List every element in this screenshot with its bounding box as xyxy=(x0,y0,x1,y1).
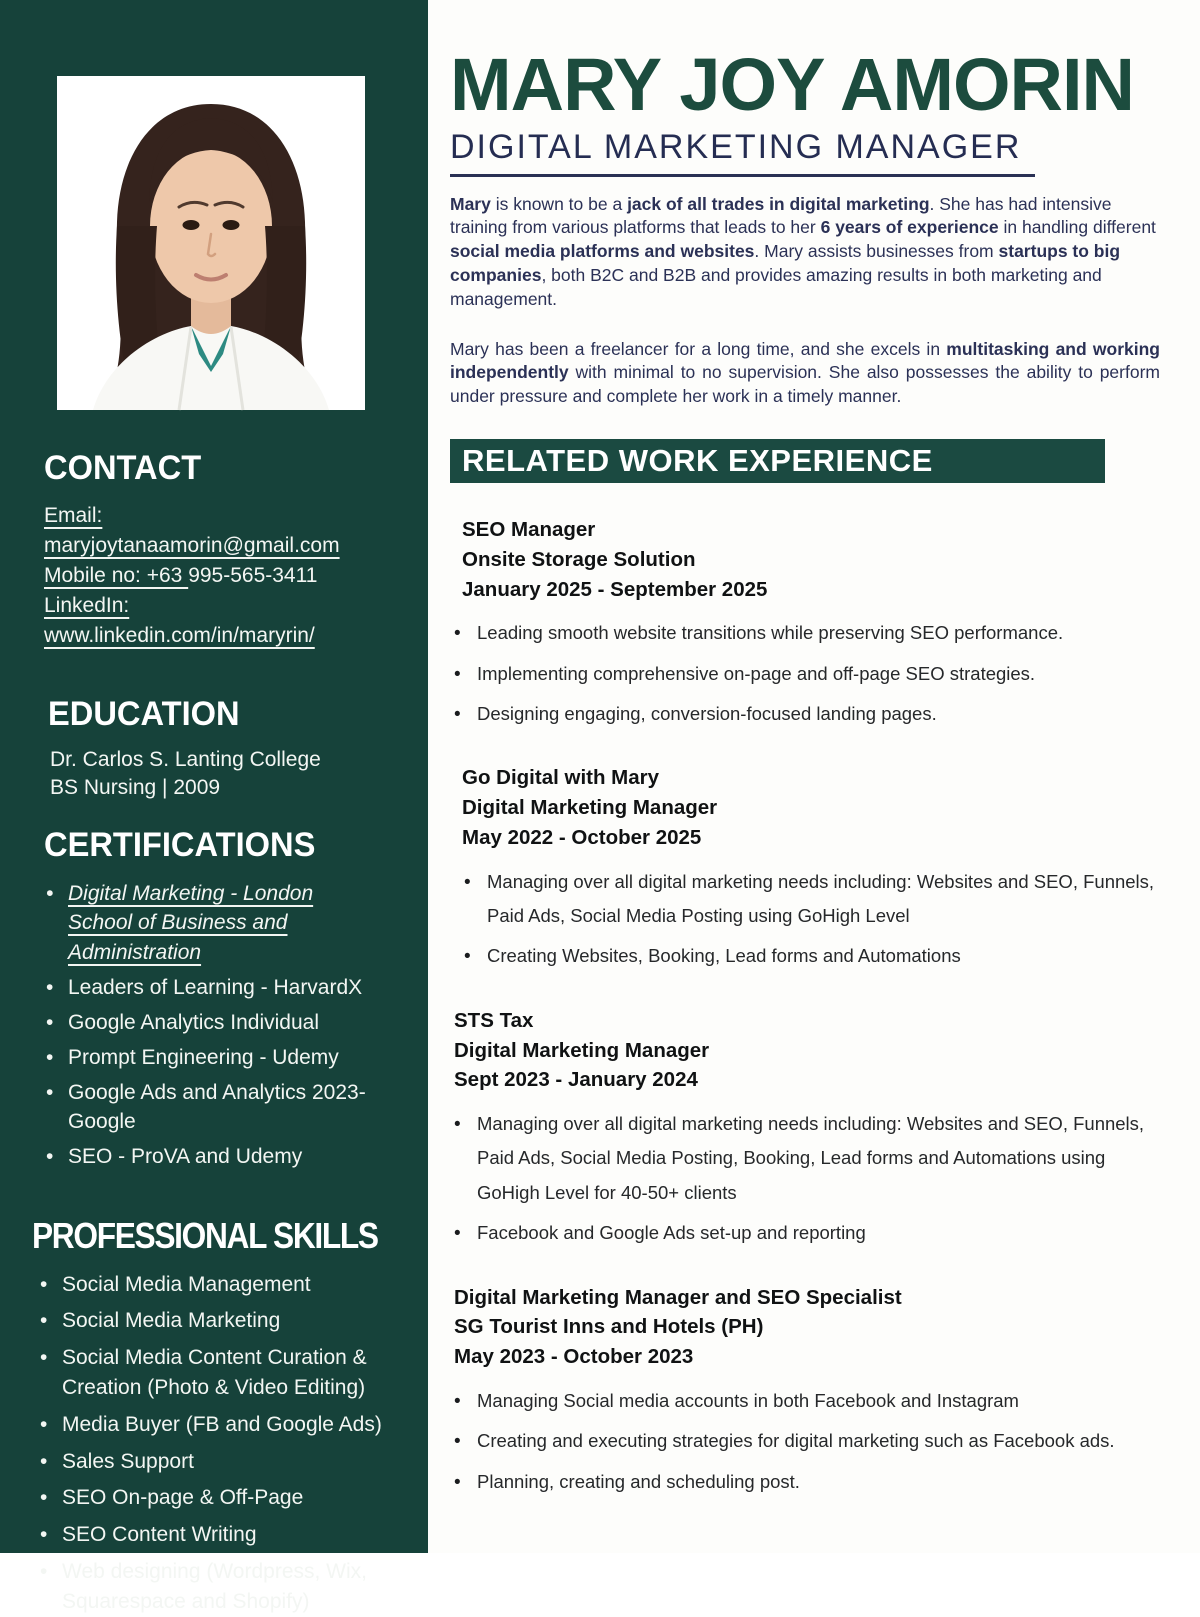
job-entry xyxy=(450,1283,1160,1499)
email-link[interactable]: maryjoytanaamorin@gmail.com xyxy=(44,534,340,558)
job-bullet-list xyxy=(460,865,1160,974)
skills-list xyxy=(38,1270,394,1617)
job-line: Go Digital with Mary xyxy=(462,766,660,790)
job-line: Digital Marketing Manager xyxy=(462,796,718,820)
portrait-illustration xyxy=(57,76,365,410)
education-school: Dr. Carlos S. Lanting College xyxy=(50,747,321,771)
job-bullet-list xyxy=(450,616,1150,731)
linkedin-link[interactable]: www.linkedin.com/in/maryrin/ xyxy=(44,623,315,647)
main-column xyxy=(428,0,1200,1553)
job-bullet-list xyxy=(450,1107,1150,1251)
job-line: SEO Manager xyxy=(462,518,596,542)
job-bullet: • Implementing comprehensive on-page and off-page SEO strategies. xyxy=(450,657,1150,691)
cert-item-link[interactable]: • Digital Marketing - London School of Business and Administration xyxy=(44,879,374,968)
job-bullet: • Creating Websites, Booking, Lead forms and Automations xyxy=(460,939,1160,973)
education-degree: BS Nursing | 2009 xyxy=(50,775,221,799)
job-header xyxy=(450,1283,1160,1372)
certifications-heading: CERTIFICATIONS xyxy=(44,826,316,865)
skill-item: • SEO Content Writing xyxy=(38,1520,394,1550)
job-bullet: • Managing over all digital marketing needs including: Websites and SEO, Funnels, Paid Ads, Social Media Posting using GoHigh Level xyxy=(460,865,1160,934)
job-bullet: • Facebook and Google Ads set-up and reporting xyxy=(450,1216,1150,1250)
job-bullet: • Planning, creating and scheduling post. xyxy=(450,1465,1150,1499)
intro-paragraph-1: Mary is known to be a jack of all trades in digital marketing. She has had intensive training from various platforms that leads to her 6 years of experience in handling different social media platforms and websites. Mary assists businesses from startups to big companies, both B2C and B2B and provides amazing results in both marketing and management. xyxy=(450,193,1156,309)
job-line: Digital Marketing Manager and SEO Specialist xyxy=(454,1285,902,1309)
education-block xyxy=(50,746,398,801)
contact-block xyxy=(44,501,398,650)
job-line: Digital Marketing Manager xyxy=(454,1038,710,1062)
linkedin-label: LinkedIn: xyxy=(44,593,130,617)
sidebar xyxy=(0,0,428,1613)
job-bullet: • Leading smooth website transitions while preserving SEO performance. xyxy=(450,616,1150,650)
skill-item: • Web designing (Wordpress, Wix, Squarespace and Shopify) xyxy=(38,1557,394,1617)
education-heading: EDUCATION xyxy=(48,695,240,734)
job-entry xyxy=(450,1006,1160,1251)
skill-item: • Social Media Management xyxy=(38,1270,394,1300)
intro-paragraph-2: Mary has been a freelancer for a long time, and she excels in multitasking and working independently with minimal to no supervision. She also possesses the ability to perform under pressure and complete her work in a timely manner. xyxy=(450,338,1160,407)
cert-item: • SEO - ProVA and Udemy xyxy=(44,1142,374,1172)
job-line: January 2025 - September 2025 xyxy=(462,577,768,601)
job-header xyxy=(450,763,1160,852)
skill-item: • Social Media Marketing xyxy=(38,1306,394,1336)
job-entry xyxy=(450,515,1160,731)
skill-item: • Social Media Content Curation & Creation (Photo & Video Editing) xyxy=(38,1343,394,1403)
email-label: Email: xyxy=(44,504,103,528)
job-bullet: • Managing over all digital marketing needs including: Websites and SEO, Funnels, Paid Ads, Social Media Posting, Booking, Lead forms and Automations using GoHigh Level for 40-50+ clients xyxy=(450,1107,1150,1210)
person-name: MARY JOY AMORIN xyxy=(450,43,1134,126)
skills-heading: PROFESSIONAL SKILLS xyxy=(32,1214,378,1256)
contact-heading: CONTACT xyxy=(44,449,202,487)
job-bullet: • Designing engaging, conversion-focused landing pages. xyxy=(450,697,1150,731)
job-line: May 2022 - October 2025 xyxy=(462,825,702,849)
skill-item: • Media Buyer (FB and Google Ads) xyxy=(38,1410,394,1440)
job-bullet: • Creating and executing strategies for digital marketing such as Facebook ads. xyxy=(450,1424,1150,1458)
job-bullet-list xyxy=(450,1384,1150,1499)
job-entry xyxy=(450,763,1160,973)
certifications-list xyxy=(44,879,374,1172)
job-line: Onsite Storage Solution xyxy=(462,547,696,571)
job-header xyxy=(450,515,1160,604)
job-line: Sept 2023 - January 2024 xyxy=(454,1068,698,1092)
job-line: SG Tourist Inns and Hotels (PH) xyxy=(454,1315,764,1339)
job-bullet: • Managing Social media accounts in both Facebook and Instagram xyxy=(450,1384,1150,1418)
skill-item: • SEO On-page & Off-Page xyxy=(38,1483,394,1513)
cert-item: • Leaders of Learning - HarvardX xyxy=(44,973,374,1003)
cert-item: • Google Analytics Individual xyxy=(44,1008,374,1038)
experience-section-banner: RELATED WORK EXPERIENCE xyxy=(450,439,1105,483)
cert-item: • Google Ads and Analytics 2023- Google xyxy=(44,1078,374,1138)
profile-photo xyxy=(57,76,365,410)
person-job-title: DIGITAL MARKETING MANAGER xyxy=(450,128,1035,177)
skill-item: • Sales Support xyxy=(38,1447,394,1477)
job-line: May 2023 - October 2023 xyxy=(454,1345,694,1369)
job-line: STS Tax xyxy=(454,1008,534,1032)
mobile-line: Mobile no: +63 995-565-3411 xyxy=(44,564,318,588)
cert-item: • Prompt Engineering - Udemy xyxy=(44,1043,374,1073)
job-header xyxy=(450,1006,1160,1095)
